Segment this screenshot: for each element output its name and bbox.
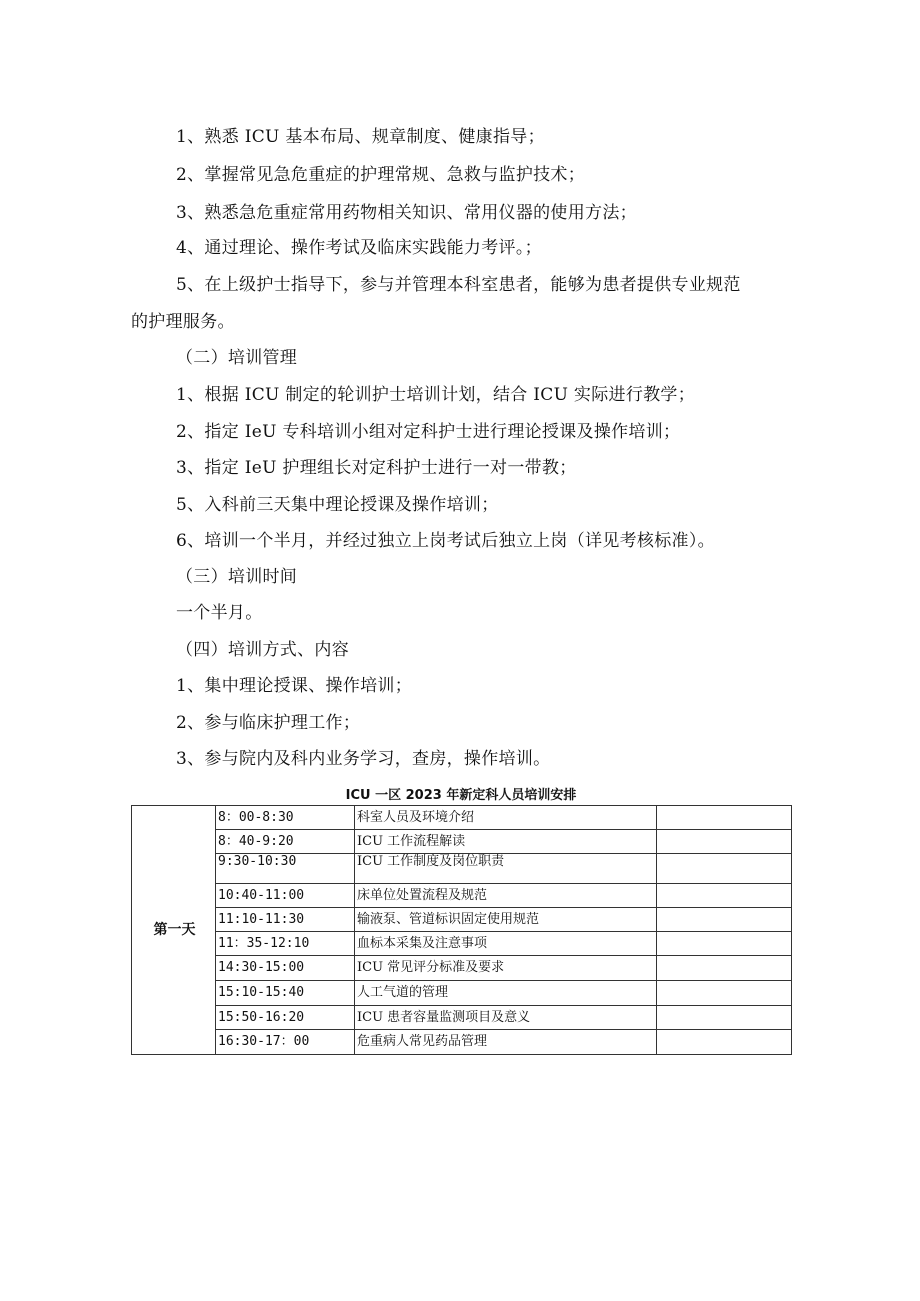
table-row	[132, 1006, 792, 1030]
note-cell	[657, 806, 792, 830]
note-cell	[657, 981, 792, 1006]
note-cell	[657, 884, 792, 908]
time-cell: 8：40-9:20	[216, 830, 355, 854]
note-cell	[657, 1030, 792, 1055]
table-title: ICU 一区 2023 年新定科人员培训安排	[345, 788, 577, 803]
management-item-6: 6、培训一个半月，并经过独立上岗考试后独立上岗（详见考核标准）。	[176, 531, 715, 551]
management-item-1: 1、根据 ICU 制定的轮训护士培训计划，结合 ICU 实际进行教学；	[176, 385, 696, 405]
content-cell: 危重病人常见药品管理	[355, 1030, 657, 1055]
table-row	[132, 956, 792, 981]
goal-item-4: 4、通过理论、操作考试及临床实践能力考评。；	[176, 238, 542, 258]
content-cell: 血标本采集及注意事项	[355, 932, 657, 956]
content-cell: ICU 患者容量监测项目及意义	[355, 1006, 657, 1030]
training-time-text: 一个半月。	[176, 603, 263, 623]
section-heading-training-method: （四）培训方式、内容	[176, 640, 349, 660]
management-item-2: 2、指定 IeU 专科培训小组对定科护士进行理论授课及操作培训；	[176, 422, 681, 442]
content-cell: 科室人员及环境介绍	[355, 806, 657, 830]
time-cell: 16:30-17：00	[216, 1030, 355, 1055]
time-cell: 15:50-16:20	[216, 1006, 355, 1030]
method-item-2: 2、参与临床护理工作；	[176, 713, 361, 733]
time-cell: 15:10-15:40	[216, 981, 355, 1006]
content-cell: 床单位处置流程及规范	[355, 884, 657, 908]
method-item-3: 3、参与院内及科内业务学习，查房，操作培训。	[176, 749, 551, 769]
content-cell: 人工气道的管理	[355, 981, 657, 1006]
time-cell: 10:40-11:00	[216, 884, 355, 908]
time-cell: 9:30-10:30	[216, 854, 355, 884]
table-row	[132, 981, 792, 1006]
content-cell: 输液泵、管道标识固定使用规范	[355, 908, 657, 932]
table-row	[132, 884, 792, 908]
table-row	[132, 806, 792, 830]
time-cell: 11：35-12:10	[216, 932, 355, 956]
table-row	[132, 854, 792, 884]
goal-item-1: 1、熟悉 ICU 基本布局、规章制度、健康指导；	[176, 127, 545, 147]
method-item-1: 1、集中理论授课、操作培训；	[176, 676, 413, 696]
section-heading-training-management: （二）培训管理	[176, 348, 298, 368]
goal-item-5-continued: 的护理服务。	[131, 312, 235, 332]
training-schedule-table	[131, 805, 792, 1055]
section-heading-training-time: （三）培训时间	[176, 567, 298, 587]
note-cell	[657, 1006, 792, 1030]
time-cell: 11:10-11:30	[216, 908, 355, 932]
note-cell	[657, 908, 792, 932]
note-cell	[657, 932, 792, 956]
table-row	[132, 1030, 792, 1055]
goal-item-5: 5、在上级护士指导下，参与并管理本科室患者，能够为患者提供专业规范	[176, 275, 741, 295]
table-row	[132, 908, 792, 932]
note-cell	[657, 854, 792, 884]
note-cell	[657, 830, 792, 854]
table-row	[132, 830, 792, 854]
management-item-5: 5、入科前三天集中理论授课及操作培训；	[176, 495, 499, 515]
goal-item-3: 3、熟悉急危重症常用药物相关知识、常用仪器的使用方法；	[176, 203, 637, 223]
day-label: 第一天	[132, 806, 216, 1055]
time-cell: 14:30-15:00	[216, 956, 355, 981]
content-cell: ICU 工作制度及岗位职责	[355, 854, 657, 884]
management-item-3: 3、指定 IeU 护理组长对定科护士进行一对一带教；	[176, 458, 577, 478]
note-cell	[657, 956, 792, 981]
goal-item-2: 2、掌握常见急危重症的护理常规、急救与监护技术；	[176, 165, 586, 185]
content-cell: ICU 工作流程解读	[355, 830, 657, 854]
content-cell: ICU 常见评分标准及要求	[355, 956, 657, 981]
table-row	[132, 932, 792, 956]
time-cell: 8：00-8:30	[216, 806, 355, 830]
